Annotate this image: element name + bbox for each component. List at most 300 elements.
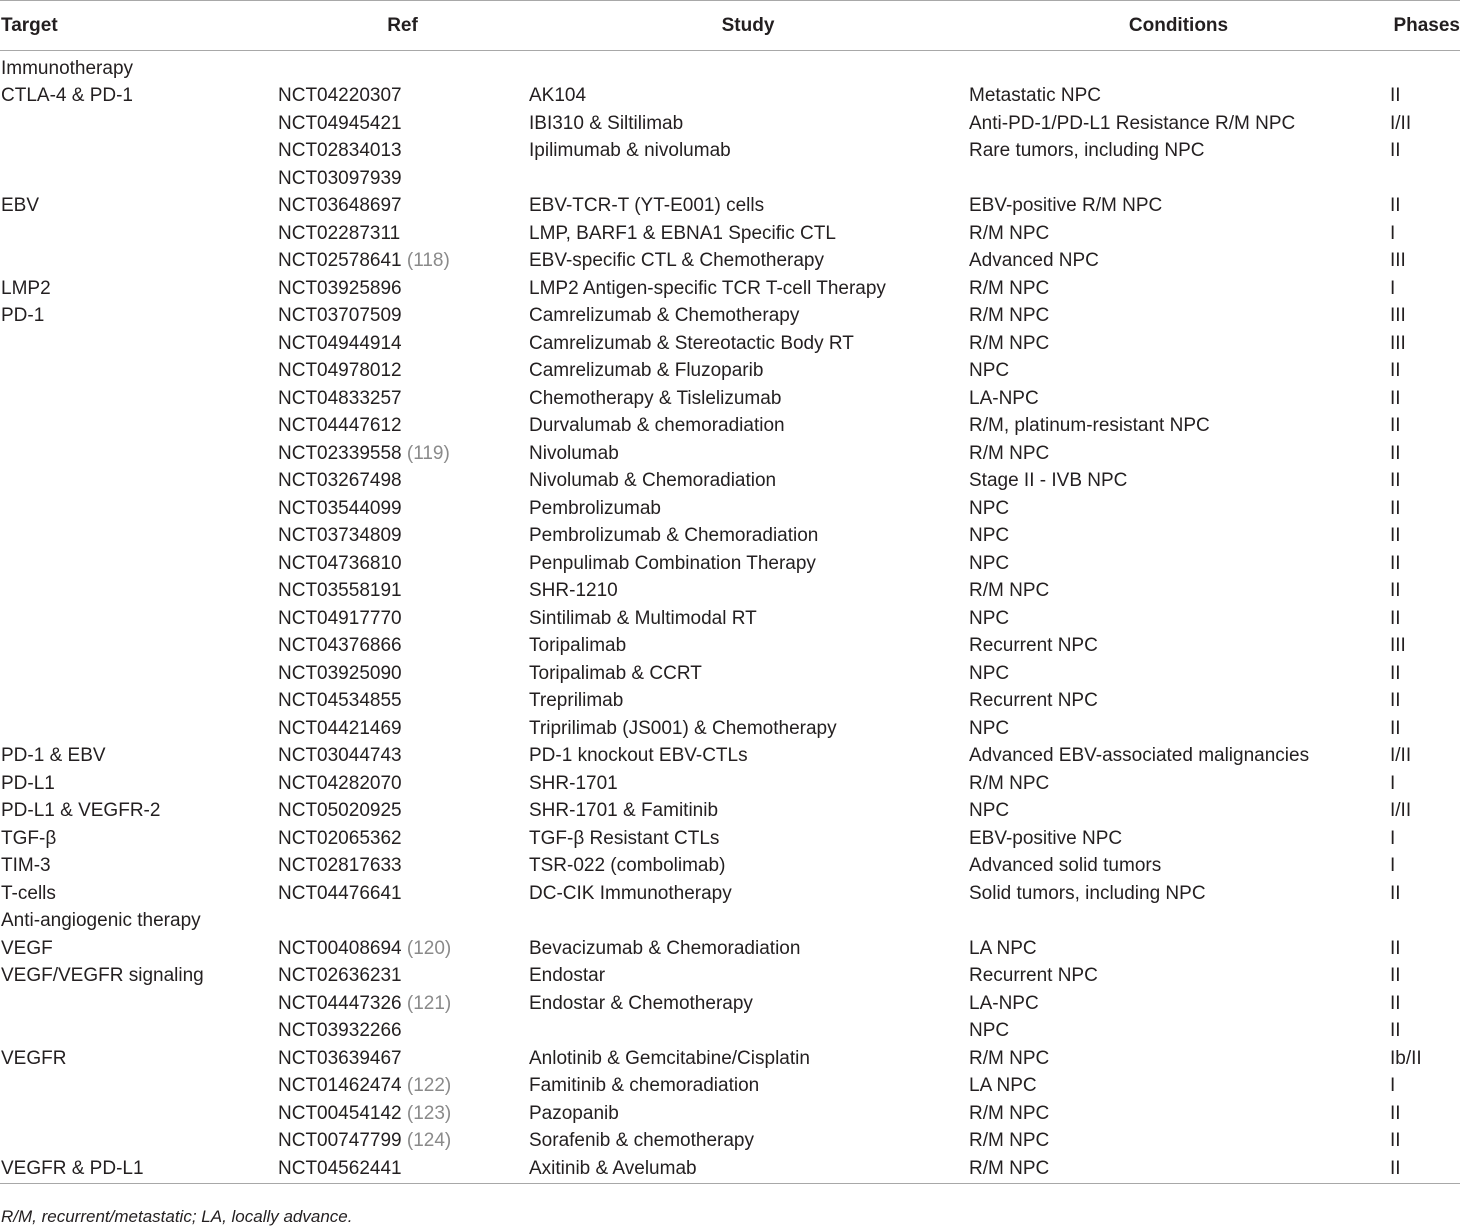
table-row xyxy=(0,110,1460,138)
cell-conditions: Advanced solid tumors xyxy=(969,855,1162,877)
cell-ref xyxy=(277,110,528,138)
cell-target xyxy=(0,468,277,496)
header-row xyxy=(0,1,1460,51)
cell-study: Chemotherapy & Tislelizumab xyxy=(529,387,782,409)
cell-study: SHR-1701 xyxy=(529,772,618,794)
cell-ref xyxy=(277,165,528,193)
cell-study xyxy=(528,908,968,936)
cell-conditions: Recurrent NPC xyxy=(969,690,1098,712)
cell-study: Sintilimab & Multimodal RT xyxy=(529,607,757,629)
cell-study: SHR-1701 & Famitinib xyxy=(529,800,719,822)
table-body xyxy=(0,51,1460,1184)
cell-ref xyxy=(277,770,528,798)
table-row xyxy=(0,853,1460,881)
table-row xyxy=(0,990,1460,1018)
cell-phases: II xyxy=(1390,1020,1401,1042)
cell-phases: II xyxy=(1390,1102,1401,1124)
cell-phases: II xyxy=(1389,1155,1460,1184)
cell-conditions: R/M NPC xyxy=(968,1155,1389,1184)
trial-id: NCT03639467 xyxy=(278,1047,402,1069)
cell-study xyxy=(528,51,968,83)
trial-id: NCT02817633 xyxy=(278,855,402,877)
trial-id: NCT04447326 xyxy=(278,992,402,1014)
cell-study: Nivolumab & Chemoradiation xyxy=(529,470,777,492)
cell-study: TGF-β Resistant CTLs xyxy=(529,827,720,849)
cell-conditions xyxy=(968,51,1389,83)
cell-study: Pembrolizumab & Chemoradiation xyxy=(529,525,819,547)
cell-target xyxy=(0,523,277,551)
cell-ref xyxy=(277,825,528,853)
cell-conditions: NPC xyxy=(969,1020,1010,1042)
trial-id: NCT02578641 xyxy=(278,250,402,272)
cell-conditions: NPC xyxy=(969,360,1010,382)
table-header xyxy=(0,1,1460,51)
cell-target xyxy=(0,1018,277,1046)
trial-id: NCT04978012 xyxy=(278,360,402,382)
cell-target: Anti-angiogenic therapy xyxy=(1,910,201,932)
cell-target xyxy=(0,413,277,441)
table-row xyxy=(0,770,1460,798)
cell-phases: II xyxy=(1390,442,1401,464)
header-conditions: Conditions xyxy=(968,1,1389,51)
cell-study: PD-1 knockout EBV-CTLs xyxy=(529,745,748,767)
trial-id: NCT04736810 xyxy=(278,552,402,574)
cell-ref xyxy=(277,688,528,716)
cell-ref xyxy=(277,248,528,276)
cell-target xyxy=(0,330,277,358)
table-row xyxy=(0,908,1460,936)
table-row xyxy=(0,468,1460,496)
cell-target xyxy=(0,715,277,743)
cell-target: PD-L1 & VEGFR-2 xyxy=(1,800,161,822)
cell-target: EBV xyxy=(1,195,40,217)
cell-conditions: R/M NPC xyxy=(969,277,1050,299)
cell-ref xyxy=(277,963,528,991)
table-row xyxy=(0,578,1460,606)
header-study: Study xyxy=(528,1,968,51)
table-row xyxy=(0,1100,1460,1128)
cell-ref xyxy=(277,1155,528,1184)
cell-conditions: EBV-positive NPC xyxy=(969,827,1123,849)
trial-id: NCT03707509 xyxy=(278,305,402,327)
table-row xyxy=(0,165,1460,193)
cell-ref xyxy=(277,330,528,358)
table-row xyxy=(0,248,1460,276)
cell-phases: II xyxy=(1390,470,1401,492)
cell-conditions: Recurrent NPC xyxy=(969,635,1098,657)
table-row xyxy=(0,51,1460,83)
trial-id: NCT02287311 xyxy=(278,222,401,244)
trial-id: NCT04833257 xyxy=(278,387,402,409)
cell-ref xyxy=(277,523,528,551)
trial-id: NCT04376866 xyxy=(278,635,402,657)
cell-study: SHR-1210 xyxy=(529,580,618,602)
cell-phases: II xyxy=(1390,387,1401,409)
cell-conditions: Solid tumors, including NPC xyxy=(969,882,1206,904)
cell-study: DC-CIK Immunotherapy xyxy=(529,882,732,904)
cell-study: AK104 xyxy=(529,85,587,107)
cell-study: Triprilimab (JS001) & Chemotherapy xyxy=(529,717,837,739)
cell-study xyxy=(528,1018,968,1046)
cell-conditions: LA NPC xyxy=(969,937,1037,959)
cell-conditions xyxy=(968,908,1389,936)
cell-conditions: Anti-PD-1/PD-L1 Resistance R/M NPC xyxy=(969,112,1296,134)
cell-study: Endostar xyxy=(529,965,606,987)
cell-conditions: NPC xyxy=(969,717,1010,739)
cell-ref xyxy=(277,83,528,111)
cell-target: VEGFR xyxy=(1,1047,67,1069)
cell-phases: II xyxy=(1390,690,1401,712)
cell-ref xyxy=(277,1045,528,1073)
cell-target xyxy=(0,605,277,633)
cell-study: TSR-022 (combolimab) xyxy=(529,855,726,877)
cell-conditions: R/M NPC xyxy=(969,305,1050,327)
cell-target xyxy=(0,1073,277,1101)
table-row xyxy=(0,1073,1460,1101)
trial-id: NCT04562441 xyxy=(278,1158,402,1179)
cell-phases: II xyxy=(1390,85,1401,107)
trial-id: NCT04282070 xyxy=(278,772,402,794)
trial-id: NCT04534855 xyxy=(278,690,402,712)
cell-conditions: NPC xyxy=(969,662,1010,684)
citation-number: (119) xyxy=(406,442,450,464)
cell-conditions xyxy=(968,165,1389,193)
cell-ref xyxy=(277,303,528,331)
cell-target xyxy=(0,633,277,661)
cell-study: Camrelizumab & Stereotactic Body RT xyxy=(529,332,854,354)
cell-ref xyxy=(277,908,528,936)
cell-target: VEGF xyxy=(1,937,53,959)
cell-target: PD-1 xyxy=(1,305,45,327)
table-row xyxy=(0,413,1460,441)
cell-ref xyxy=(277,440,528,468)
cell-target: TIM-3 xyxy=(1,855,51,877)
cell-study: Anlotinib & Gemcitabine/Cisplatin xyxy=(529,1047,810,1069)
trial-id: NCT02636231 xyxy=(278,965,402,987)
trial-id: NCT00408694 xyxy=(278,937,402,959)
table-row xyxy=(0,330,1460,358)
trial-id: NCT03044743 xyxy=(278,745,402,767)
trial-id: NCT00747799 xyxy=(278,1130,402,1152)
trial-id: NCT03097939 xyxy=(278,167,402,189)
cell-phases: II xyxy=(1390,1130,1401,1152)
cell-conditions: EBV-positive R/M NPC xyxy=(969,195,1163,217)
cell-target: LMP2 xyxy=(1,277,51,299)
table-row xyxy=(0,935,1460,963)
cell-ref xyxy=(277,550,528,578)
cell-target: VEGF/VEGFR signaling xyxy=(1,965,204,987)
cell-phases: II xyxy=(1390,580,1401,602)
cell-phases: I/II xyxy=(1390,800,1412,822)
cell-conditions: R/M NPC xyxy=(969,332,1050,354)
header-phases: Phases xyxy=(1389,1,1460,51)
cell-conditions: R/M NPC xyxy=(969,1102,1050,1124)
cell-study: Sorafenib & chemotherapy xyxy=(529,1130,754,1152)
cell-conditions: Metastatic NPC xyxy=(969,85,1101,107)
table-row xyxy=(0,880,1460,908)
cell-study: Pembrolizumab xyxy=(529,497,661,519)
cell-phases: II xyxy=(1390,662,1401,684)
cell-phases: I/II xyxy=(1390,112,1412,134)
cell-phases: II xyxy=(1390,497,1401,519)
citation-number: (118) xyxy=(406,250,450,272)
cell-study: Bevacizumab & Chemoradiation xyxy=(529,937,801,959)
trial-id: NCT03544099 xyxy=(278,497,402,519)
cell-phases: III xyxy=(1390,332,1406,354)
cell-ref xyxy=(277,495,528,523)
cell-study: Endostar & Chemotherapy xyxy=(529,992,753,1014)
cell-target xyxy=(0,248,277,276)
cell-phases: I xyxy=(1390,1075,1396,1097)
cell-ref xyxy=(277,990,528,1018)
cell-study: Treprilimab xyxy=(529,690,624,712)
cell-phases: II xyxy=(1390,360,1401,382)
cell-conditions: Recurrent NPC xyxy=(969,965,1098,987)
cell-phases: II xyxy=(1390,415,1401,437)
cell-conditions: LA NPC xyxy=(969,1075,1037,1097)
cell-target xyxy=(0,138,277,166)
cell-ref xyxy=(277,1018,528,1046)
cell-target: PD-L1 xyxy=(1,772,55,794)
cell-conditions: R/M NPC xyxy=(969,580,1050,602)
cell-conditions: NPC xyxy=(969,800,1010,822)
cell-target xyxy=(0,165,277,193)
table-row xyxy=(0,385,1460,413)
cell-phases: II xyxy=(1390,937,1401,959)
trial-id: NCT04421469 xyxy=(278,717,402,739)
trial-id: NCT01462474 xyxy=(278,1075,402,1097)
cell-ref xyxy=(277,935,528,963)
cell-study: Nivolumab xyxy=(529,442,619,464)
trial-id: NCT04476641 xyxy=(278,882,402,904)
cell-ref xyxy=(277,605,528,633)
table-row xyxy=(0,715,1460,743)
cell-target xyxy=(0,358,277,386)
trial-id: NCT02339558 xyxy=(278,442,402,464)
cell-study: EBV-specific CTL & Chemotherapy xyxy=(529,250,824,272)
cell-conditions: Advanced EBV-associated malignancies xyxy=(969,745,1310,767)
citation-number: (123) xyxy=(406,1102,452,1124)
table-row xyxy=(0,825,1460,853)
cell-ref xyxy=(277,1128,528,1156)
trial-id: NCT02065362 xyxy=(278,827,402,849)
trial-id: NCT03925896 xyxy=(278,277,402,299)
cell-conditions: R/M NPC xyxy=(969,772,1050,794)
cell-phases: I xyxy=(1390,277,1396,299)
cell-ref xyxy=(277,193,528,221)
table-row xyxy=(0,83,1460,111)
cell-phases: II xyxy=(1390,965,1401,987)
trial-id: NCT03267498 xyxy=(278,470,402,492)
cell-phases: III xyxy=(1390,305,1406,327)
table-row xyxy=(0,495,1460,523)
cell-target xyxy=(0,990,277,1018)
trial-id: NCT04220307 xyxy=(278,85,402,107)
cell-target xyxy=(0,578,277,606)
cell-ref xyxy=(277,220,528,248)
cell-phases xyxy=(1389,51,1460,83)
cell-target xyxy=(0,440,277,468)
cell-conditions: Rare tumors, including NPC xyxy=(969,140,1205,162)
cell-study xyxy=(528,165,968,193)
trial-id: NCT02834013 xyxy=(278,140,402,162)
cell-ref xyxy=(277,51,528,83)
cell-conditions: NPC xyxy=(969,607,1010,629)
cell-study: Axitinib & Avelumab xyxy=(528,1155,968,1184)
cell-study: Pazopanib xyxy=(529,1102,619,1124)
cell-ref xyxy=(277,138,528,166)
cell-study: EBV-TCR-T (YT-E001) cells xyxy=(529,195,765,217)
citation-number: (124) xyxy=(406,1130,452,1152)
cell-conditions: LA-NPC xyxy=(969,992,1039,1014)
cell-target: TGF-β xyxy=(1,827,57,849)
trial-id: NCT04944914 xyxy=(278,332,402,354)
cell-target xyxy=(0,495,277,523)
cell-ref xyxy=(277,385,528,413)
cell-ref xyxy=(277,413,528,441)
cell-conditions: NPC xyxy=(969,497,1010,519)
cell-target: Immunotherapy xyxy=(1,57,134,79)
cell-target: PD-1 & EBV xyxy=(1,745,106,767)
cell-target xyxy=(0,220,277,248)
cell-ref xyxy=(277,468,528,496)
table-row xyxy=(0,1018,1460,1046)
table-row xyxy=(0,633,1460,661)
cell-ref xyxy=(277,633,528,661)
cell-conditions: R/M NPC xyxy=(969,1130,1050,1152)
table-row xyxy=(0,275,1460,303)
cell-conditions: Advanced NPC xyxy=(969,250,1099,272)
cell-study: LMP2 Antigen-specific TCR T-cell Therapy xyxy=(529,277,886,299)
header-target: Target xyxy=(0,1,277,51)
cell-target xyxy=(0,688,277,716)
table-row xyxy=(0,798,1460,826)
table-row xyxy=(0,963,1460,991)
trial-id: NCT03925090 xyxy=(278,662,402,684)
cell-ref xyxy=(277,853,528,881)
trial-id: NCT03558191 xyxy=(278,580,402,602)
cell-conditions: LA-NPC xyxy=(969,387,1039,409)
cell-ref xyxy=(277,715,528,743)
cell-phases: II xyxy=(1390,607,1401,629)
cell-phases: II xyxy=(1390,992,1401,1014)
cell-conditions: NPC xyxy=(969,525,1010,547)
table-row xyxy=(0,743,1460,771)
trial-id: NCT05020925 xyxy=(278,800,402,822)
cell-study: Famitinib & chemoradiation xyxy=(529,1075,760,1097)
table-row xyxy=(0,550,1460,578)
cell-phases: I xyxy=(1390,222,1396,244)
cell-phases xyxy=(1389,908,1460,936)
trial-id: NCT04945421 xyxy=(278,112,402,134)
cell-phases: I xyxy=(1390,827,1396,849)
cell-study: Durvalumab & chemoradiation xyxy=(529,415,785,437)
cell-target: T-cells xyxy=(1,882,56,904)
cell-phases: Ib/II xyxy=(1390,1047,1422,1069)
trial-id: NCT00454142 xyxy=(278,1102,402,1124)
cell-conditions: R/M NPC xyxy=(969,222,1050,244)
trial-id: NCT04917770 xyxy=(278,607,402,629)
trial-id: NCT03932266 xyxy=(278,1020,402,1042)
cell-target xyxy=(0,385,277,413)
cell-ref xyxy=(277,275,528,303)
table-row xyxy=(0,440,1460,468)
cell-target xyxy=(0,550,277,578)
citation-number: (121) xyxy=(406,992,452,1014)
cell-conditions: R/M NPC xyxy=(969,1047,1050,1069)
cell-target: VEGFR & PD-L1 xyxy=(0,1155,277,1184)
table-row xyxy=(0,193,1460,221)
cell-study: Camrelizumab & Fluzoparib xyxy=(529,360,764,382)
cell-ref xyxy=(277,1073,528,1101)
header-ref: Ref xyxy=(277,1,528,51)
table-row xyxy=(0,1045,1460,1073)
cell-ref xyxy=(277,1100,528,1128)
cell-conditions: NPC xyxy=(969,552,1010,574)
table-row xyxy=(0,220,1460,248)
cell-phases: II xyxy=(1390,882,1401,904)
cell-study: LMP, BARF1 & EBNA1 Specific CTL xyxy=(529,222,836,244)
trial-id: NCT03648697 xyxy=(278,195,402,217)
citation-number: (120) xyxy=(406,937,452,959)
cell-phases: II xyxy=(1390,140,1401,162)
cell-target xyxy=(0,1128,277,1156)
cell-ref xyxy=(277,660,528,688)
table-row xyxy=(0,660,1460,688)
cell-conditions: Stage II - IVB NPC xyxy=(969,470,1128,492)
cell-ref xyxy=(277,743,528,771)
table-row xyxy=(0,1128,1460,1156)
cell-ref xyxy=(277,798,528,826)
citation-number: (122) xyxy=(406,1075,452,1097)
trial-id: NCT04447612 xyxy=(278,415,402,437)
cell-study: Toripalimab xyxy=(529,635,627,657)
cell-ref xyxy=(277,358,528,386)
cell-phases xyxy=(1389,165,1460,193)
table-row xyxy=(0,303,1460,331)
cell-phases: II xyxy=(1390,525,1401,547)
trial-id: NCT03734809 xyxy=(278,525,402,547)
cell-ref xyxy=(277,880,528,908)
table-row xyxy=(0,688,1460,716)
cell-target xyxy=(0,110,277,138)
cell-phases: II xyxy=(1390,717,1401,739)
cell-phases: I/II xyxy=(1390,745,1412,767)
cell-study: IBI310 & Siltilimab xyxy=(529,112,684,134)
cell-study: Penpulimab Combination Therapy xyxy=(529,552,816,574)
cell-phases: III xyxy=(1390,250,1406,272)
cell-study: Camrelizumab & Chemotherapy xyxy=(529,305,800,327)
table-row xyxy=(0,523,1460,551)
cell-conditions: R/M, platinum-resistant NPC xyxy=(969,415,1210,437)
table-row xyxy=(0,358,1460,386)
cell-target xyxy=(0,660,277,688)
cell-target: CTLA-4 & PD-1 xyxy=(1,85,133,107)
cell-phases: I xyxy=(1390,772,1396,794)
cell-ref xyxy=(277,578,528,606)
cell-study: Ipilimumab & nivolumab xyxy=(529,140,731,162)
table-row xyxy=(0,138,1460,166)
cell-phases: I xyxy=(1390,855,1396,877)
cell-target xyxy=(0,1100,277,1128)
table-footnote: R/M, recurrent/metastatic; LA, locally advance. xyxy=(1,1207,353,1226)
cell-phases: II xyxy=(1390,552,1401,574)
cell-phases: II xyxy=(1390,195,1401,217)
cell-conditions: R/M NPC xyxy=(969,442,1050,464)
table-row xyxy=(0,605,1460,633)
cell-phases: III xyxy=(1390,635,1406,657)
table-row xyxy=(0,1155,1460,1184)
